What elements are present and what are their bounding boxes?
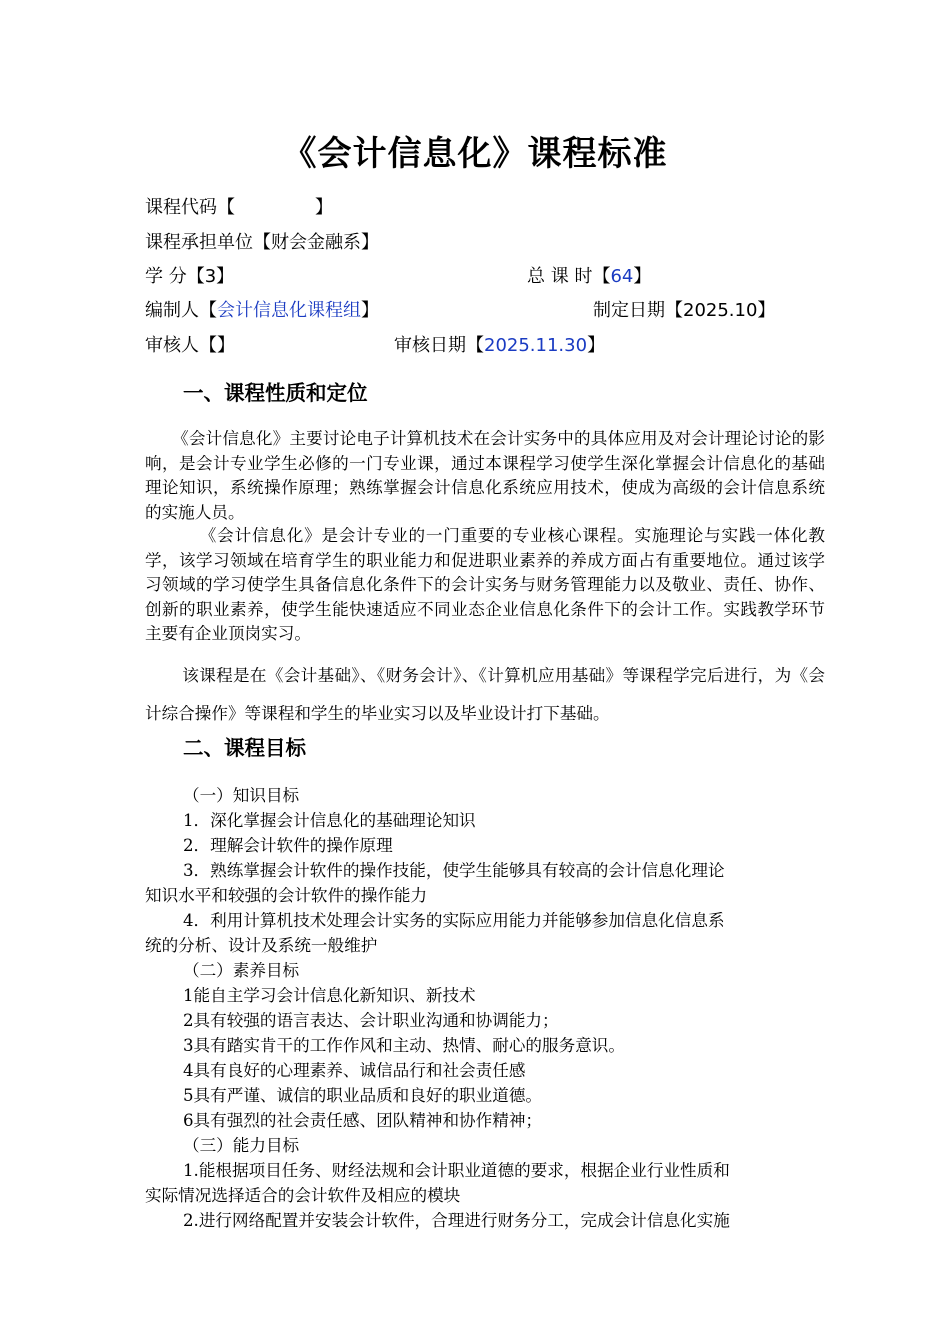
section2-heading: 二、课程目标 [183,736,306,760]
knowledge-item-4b: 统的分析、设计及系统一般维护 [145,936,378,955]
section1-heading: 一、课程性质和定位 [183,381,368,405]
knowledge-item-4a: 4．利用计算机技术处理会计实务的实际应用能力并能够参加信息化信息系 [183,911,725,930]
quality-item-3: 3具有踏实肯干的工作作风和主动、热情、耐心的服务意识。 [183,1036,625,1055]
made-date-line: 制定日期【2025.10】 [593,300,776,321]
section1-paragraph-1: 《会计信息化》主要讨论电子计算机技术在会计实务中的具体应用及对会计理论讨论的影响，是会计专业学生必修的一门专业课，通过本课程学习使学生深化掌握会计信息化的基础理论知识，系统操作原理；熟练掌握会计信息化系统应用技术，使成为高级的会计信息系统的实施人员。 [145,429,825,522]
hours-line [527,262,651,288]
hours-close: 】 [633,266,652,287]
review-date-label: 审核日期【 [394,335,484,356]
knowledge-goals-title: （一）知识目标 [183,786,300,805]
compiler-label: 编制人【 [145,300,217,321]
compiler-line [145,296,379,322]
section1-paragraph-2: 《会计信息化》是会计专业的一门重要的专业核心课程。实施理论与实践一体化教学，该学习领域在培育学生的职业能力和促进职业素养的养成方面占有重要地位。通过该学习领域的学习使学生具备信息化条件下的会计实务与财务管理能力以及敬业、责任、协作、创新的职业素养，使学生能快速适应不同业态企业信息化条件下的会计工作。实践教学环节主要有企业顶岗实习。 [145,526,825,643]
reviewer-line: 审核人【】 [145,335,235,356]
quality-item-5: 5具有严谨、诚信的职业品质和良好的职业道德。 [183,1086,543,1105]
review-date-line [394,331,605,357]
course-code-line [145,193,333,219]
ability-item-2a: 2.进行网络配置并安装会计软件，合理进行财务分工，完成会计信息化实施 [183,1211,730,1230]
document-title: 《会计信息化》课程标准 [282,134,668,174]
course-unit-line: 课程承担单位【财会金融系】 [145,232,379,253]
course-code-label: 课程代码【 [145,197,235,218]
quality-item-4: 4具有良好的心理素养、诚信品行和社会责任感 [183,1061,526,1080]
course-code-close: 】 [315,197,333,218]
knowledge-item-2: 2．理解会计软件的操作原理 [183,836,393,855]
review-date-value: 2025.11.30 [484,335,588,356]
hours-label: 总 课 时【 [527,266,611,287]
credit-line: 学 分【3】 [145,266,235,287]
ability-item-1a: 1.能根据项目任务、财经法规和会计职业道德的要求，根据企业行业性质和 [183,1161,730,1180]
hours-value: 64 [610,266,634,287]
review-date-close: 】 [587,335,606,356]
knowledge-item-3a: 3．熟练掌握会计软件的操作技能，使学生能够具有较高的会计信息化理论 [183,861,725,880]
compiler-close: 】 [361,300,379,321]
compiler-value: 会计信息化课程组 [217,300,361,321]
section1-paragraph-3: 该课程是在《会计基础》、《财务会计》、《计算机应用基础》等课程学完后进行，为《会计综合操作》等课程和学生的毕业实习以及毕业设计打下基础。 [145,666,825,723]
quality-goals-title: （二）素养目标 [183,961,300,980]
knowledge-item-3b: 知识水平和较强的会计软件的操作能力 [145,886,428,905]
quality-item-1: 1能自主学习会计信息化新知识、新技术 [183,986,476,1005]
quality-item-6: 6具有强烈的社会责任感、团队精神和协作精神； [183,1111,543,1130]
quality-item-2: 2具有较强的语言表达、会计职业沟通和协调能力； [183,1011,559,1030]
ability-goals-title: （三）能力目标 [183,1136,300,1155]
ability-item-1b: 实际情况选择适合的会计软件及相应的模块 [145,1186,461,1205]
knowledge-item-1: 1．深化掌握会计信息化的基础理论知识 [183,811,476,830]
